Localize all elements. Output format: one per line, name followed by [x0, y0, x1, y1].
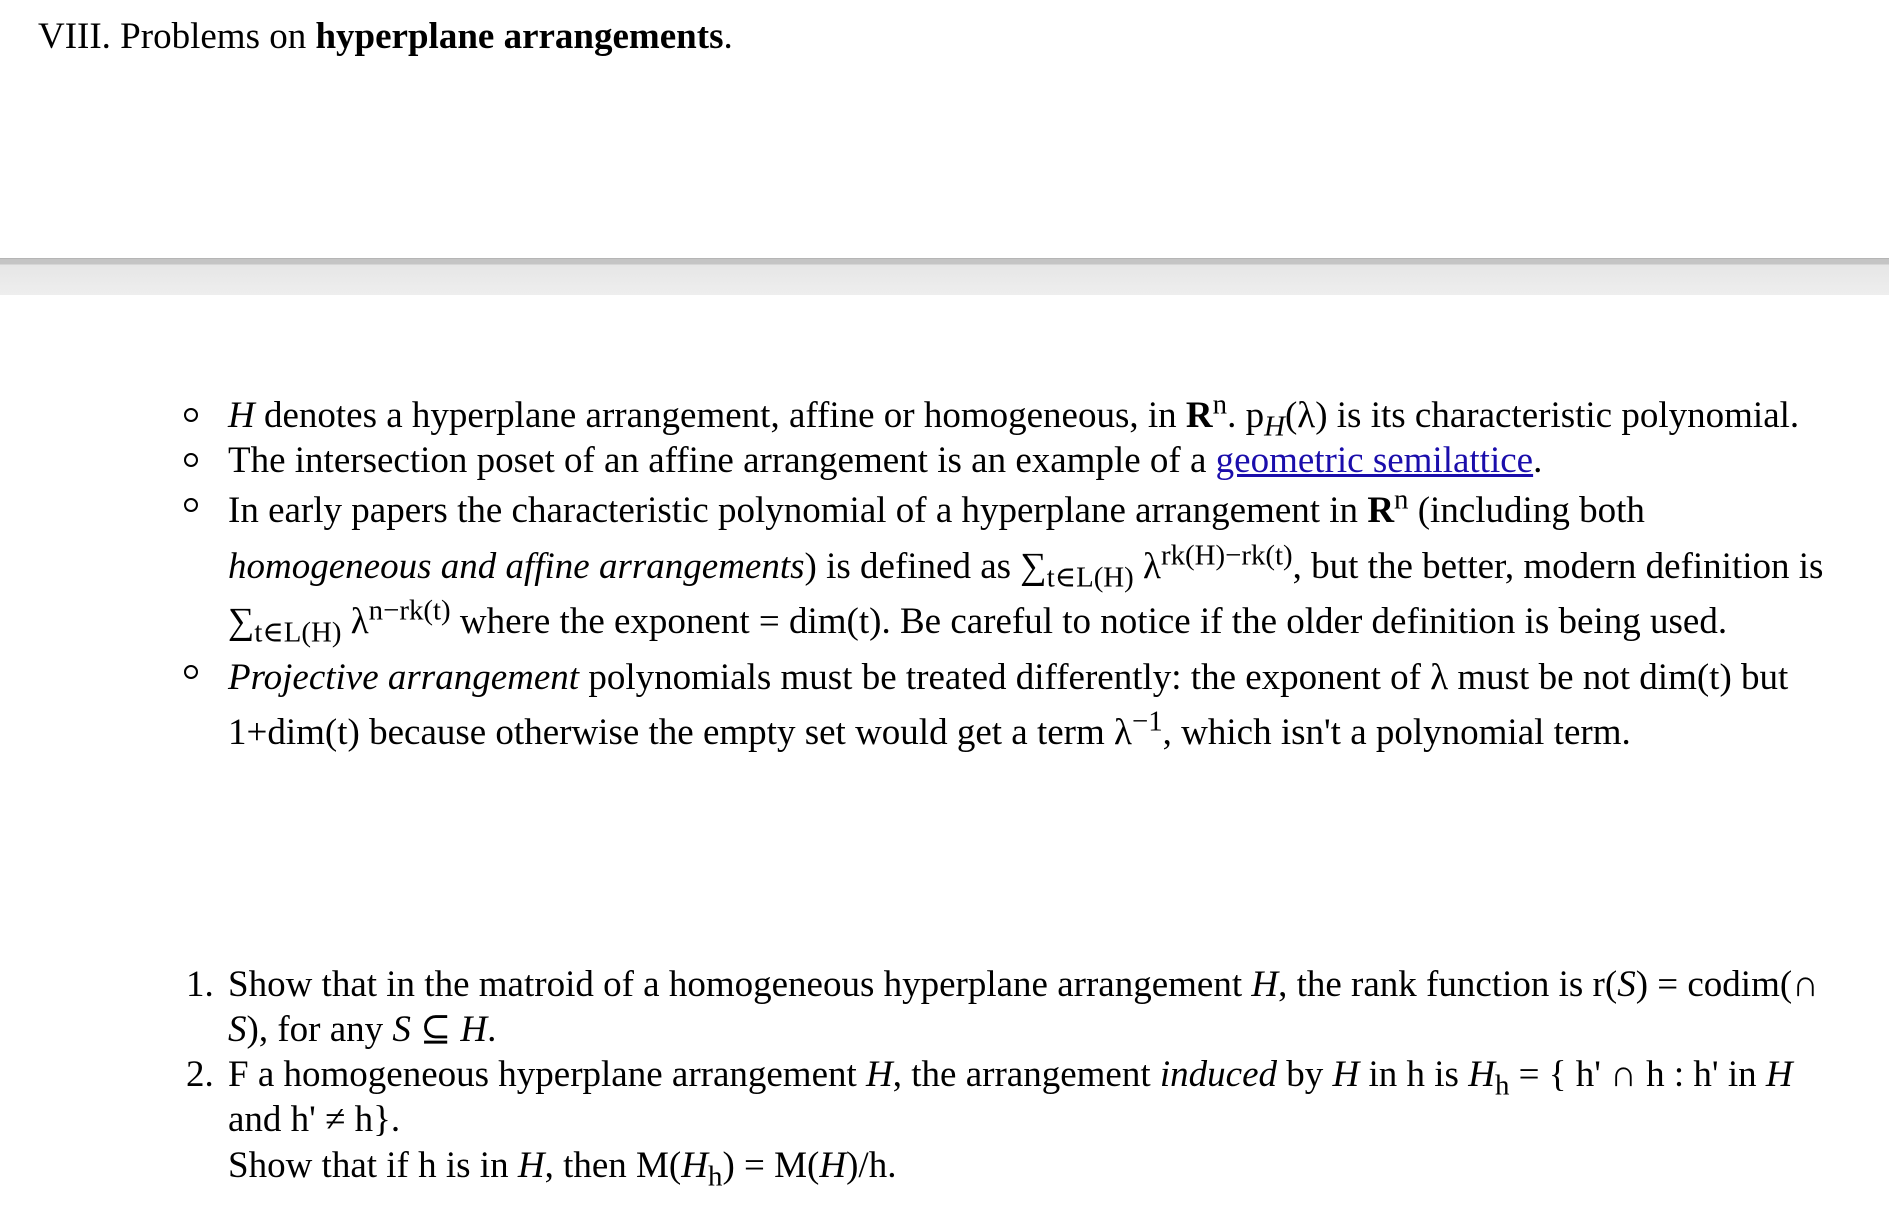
text: denotes a hyperplane arrangement, affine or homogeneous, in: [254, 395, 1186, 436]
math-var: S: [228, 1009, 247, 1051]
math-var: H: [866, 1054, 893, 1096]
text: . p: [1227, 395, 1265, 436]
text: F a homogeneous hyperplane arrangement: [228, 1054, 867, 1096]
problem-item: [0, 1052, 1889, 1192]
text: (λ) is its characteristic polynomial.: [1284, 395, 1800, 436]
superscript: −1: [1131, 705, 1163, 738]
math-var: H: [1332, 1054, 1360, 1096]
math-var: H: [1468, 1054, 1495, 1096]
text: λ: [341, 601, 369, 643]
page-title: [38, 14, 733, 59]
text: The intersection poset of an affine arrangement is an example of a: [228, 440, 1216, 482]
problem-item: [0, 962, 1889, 1052]
math-var: H: [1765, 1054, 1793, 1096]
math-bold: R: [1367, 490, 1395, 532]
superscript: n−rk(t): [368, 594, 451, 627]
subscript: t∈L(H): [1046, 561, 1134, 594]
subscript: h: [1494, 1069, 1510, 1102]
math-var: H: [460, 1009, 488, 1051]
text: Show that in the matroid of a homogeneous hyperplane arrangement: [228, 964, 1252, 1005]
math-var: S: [392, 1009, 411, 1051]
title-prefix: VIII. Problems on: [38, 16, 316, 57]
circle-bullet-icon: [184, 665, 198, 679]
text: polynomials must be treated differently: the exponent of λ must be not dim(t) but 1+dim(t) because otherwise the empty set would get a term λ: [228, 656, 1789, 754]
math-bold: R: [1185, 395, 1213, 436]
text: , the rank function is r(: [1278, 964, 1618, 1005]
math-var: H: [517, 1144, 545, 1186]
superscript: n: [1394, 483, 1409, 516]
circle-bullet-icon: [184, 498, 198, 512]
text: and h' ≠ h}.: [228, 1099, 401, 1141]
subscript: t∈L(H): [254, 616, 342, 649]
text: , then M(: [544, 1144, 682, 1186]
subscript: h: [708, 1159, 723, 1192]
list-item: [0, 483, 1889, 650]
text: )/h.: [846, 1144, 897, 1186]
superscript: n: [1212, 388, 1228, 421]
text: .: [1533, 440, 1543, 482]
text: = { h' ∩ h : h' in: [1509, 1054, 1766, 1096]
text: , but the better, modern definition is ∑: [228, 545, 1824, 643]
circle-bullet-icon: [184, 453, 198, 467]
horizontal-rule: [0, 258, 1889, 295]
text: , the arrangement: [892, 1054, 1160, 1096]
math-var: S: [1617, 964, 1636, 1005]
text: ), for any: [246, 1009, 393, 1051]
text: Show that if h is in: [228, 1144, 518, 1186]
text: ) = codim(∩: [1635, 964, 1819, 1005]
problem-number: 1.: [186, 964, 214, 1005]
emphasis: induced: [1159, 1054, 1277, 1096]
list-item: [0, 650, 1889, 761]
text: .: [487, 1009, 497, 1051]
math-var: H: [819, 1144, 847, 1186]
problems-list: [0, 962, 1889, 1192]
superscript: rk(H)−rk(t): [1160, 539, 1293, 572]
text: ⊆: [410, 1009, 461, 1051]
notes-list: [0, 388, 1889, 761]
text: by: [1277, 1054, 1333, 1096]
list-item: [0, 438, 1889, 483]
geometric-semilattice-link[interactable]: geometric semilattice: [1215, 440, 1534, 482]
title-suffix: .: [723, 16, 733, 57]
text: (including both: [1408, 490, 1645, 532]
math-var: H: [228, 395, 255, 436]
title-bold: hyperplane arrangements: [315, 16, 724, 57]
circle-bullet-icon: [184, 408, 198, 422]
list-item: [0, 388, 1889, 443]
math-var: H: [681, 1144, 708, 1186]
text: In early papers the characteristic polynomial of a hyperplane arrangement in: [228, 490, 1368, 532]
text: ) is defined as ∑: [804, 545, 1047, 587]
text: ) = M(: [722, 1144, 820, 1186]
problem-number: 2.: [186, 1054, 214, 1096]
emphasis: Projective arrangement: [228, 656, 580, 698]
text: λ: [1133, 545, 1161, 587]
emphasis: homogeneous and affine arrangements: [228, 545, 805, 587]
text: in h is: [1359, 1054, 1469, 1096]
text: , which isn't a polynomial term.: [1162, 712, 1631, 754]
subscript: H: [1264, 410, 1285, 443]
text: where the exponent = dim(t). Be careful to notice if the older definition is being used.: [450, 601, 1728, 643]
math-var: H: [1251, 964, 1279, 1005]
